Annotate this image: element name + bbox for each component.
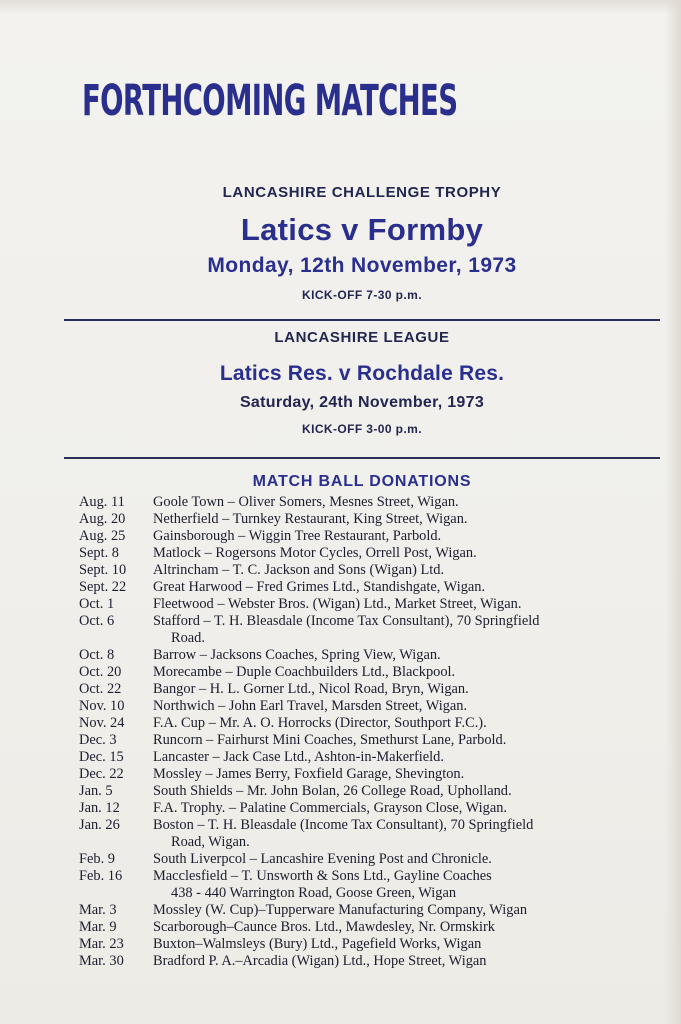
donation-date: Oct. 22 xyxy=(79,681,122,697)
donation-text xyxy=(153,902,659,919)
donation-row xyxy=(79,868,659,902)
donation-text xyxy=(153,494,659,511)
donation-text-line: Fleetwood – Webster Bros. (Wigan) Ltd., Market Street, Wigan. xyxy=(153,596,522,612)
donation-row xyxy=(79,732,659,749)
donations-list xyxy=(79,494,659,970)
donation-text xyxy=(153,936,659,953)
donation-text xyxy=(153,664,659,681)
donation-date: Feb. 9 xyxy=(79,851,115,867)
donation-text-line: Stafford – T. H. Bleasdale (Income Tax Consultant), 70 Springfield xyxy=(153,613,540,629)
donation-row xyxy=(79,800,659,817)
donation-text-line: Altrincham – T. C. Jackson and Sons (Wigan) Ltd. xyxy=(153,562,445,578)
donation-text-line: F.A. Cup – Mr. A. O. Horrocks (Director, Southport F.C.). xyxy=(153,715,487,731)
donation-date: Mar. 3 xyxy=(79,902,117,918)
donation-date: Sept. 22 xyxy=(79,579,127,595)
donation-date: Feb. 16 xyxy=(79,868,123,884)
donation-date: Dec. 3 xyxy=(79,732,117,748)
donation-text-line: Macclesfield – T. Unsworth & Sons Ltd., Gayline Coaches xyxy=(153,868,492,884)
donation-text-line: South Liverpcol – Lancashire Evening Post and Chronicle. xyxy=(153,851,492,867)
donation-row xyxy=(79,953,659,970)
donation-text-line: Gainsborough – Wiggin Tree Restaurant, Parbold. xyxy=(153,528,442,544)
donation-date: Oct. 20 xyxy=(79,664,122,680)
donation-text xyxy=(153,817,659,851)
fixture-competition: LANCASHIRE CHALLENGE TROPHY xyxy=(222,184,502,201)
page-heading: FORTHCOMING MATCHES xyxy=(82,76,458,126)
donation-date: Jan. 26 xyxy=(79,817,120,833)
donation-text xyxy=(153,766,659,783)
donation-text xyxy=(153,732,659,749)
donation-date: Sept. 10 xyxy=(79,562,127,578)
donation-date: Sept. 8 xyxy=(79,545,119,561)
fixture-date: Saturday, 24th November, 1973 xyxy=(239,394,485,411)
donation-date: Nov. 10 xyxy=(79,698,125,714)
donation-text-line: Bradford P. A.–Arcadia (Wigan) Ltd., Hope Street, Wigan xyxy=(153,953,487,969)
donation-text-line: Northwich – John Earl Travel, Marsden Street, Wigan. xyxy=(153,698,468,714)
donation-row xyxy=(79,766,659,783)
donation-text xyxy=(153,919,659,936)
donation-date: Jan. 12 xyxy=(79,800,120,816)
donation-row xyxy=(79,494,659,511)
fixture-kickoff: KICK-OFF 7-30 p.m. xyxy=(302,288,422,302)
donations-title: MATCH BALL DONATIONS xyxy=(252,473,472,490)
donation-text-line: Goole Town – Oliver Somers, Mesnes Street, Wigan. xyxy=(153,494,459,510)
donation-text xyxy=(153,596,659,613)
donation-text-line: Netherfield – Turnkey Restaurant, King Street, Wigan. xyxy=(153,511,468,527)
donation-row xyxy=(79,579,659,596)
donation-row xyxy=(79,936,659,953)
donation-date: Nov. 24 xyxy=(79,715,125,731)
donation-row xyxy=(79,647,659,664)
donation-row xyxy=(79,919,659,936)
donation-text xyxy=(153,545,659,562)
donation-date: Oct. 6 xyxy=(79,613,115,629)
donation-row xyxy=(79,783,659,800)
donation-text-continuation: Road, Wigan. xyxy=(171,834,250,850)
donation-text xyxy=(153,851,659,868)
donation-text xyxy=(153,528,659,545)
donation-row xyxy=(79,817,659,851)
donation-row xyxy=(79,511,659,528)
donation-date: Jan. 5 xyxy=(79,783,113,799)
donation-row xyxy=(79,681,659,698)
donation-text-line: Buxton–Walmsleys (Bury) Ltd., Pagefield Works, Wigan xyxy=(153,936,482,952)
donation-text xyxy=(153,953,659,970)
donation-text-line: Boston – T. H. Bleasdale (Income Tax Consultant), 70 Springfield xyxy=(153,817,534,833)
donation-row xyxy=(79,613,659,647)
donation-text-continuation: 438 - 440 Warrington Road, Goose Green, Wigan xyxy=(171,885,457,901)
donation-date: Dec. 15 xyxy=(79,749,124,765)
donation-date: Oct. 1 xyxy=(79,596,115,612)
donation-row xyxy=(79,562,659,579)
donation-text xyxy=(153,715,659,732)
donation-text xyxy=(153,562,659,579)
donation-text xyxy=(153,783,659,800)
donation-text xyxy=(153,800,659,817)
donation-text-line: Mossley – James Berry, Foxfield Garage, Shevington. xyxy=(153,766,465,782)
donation-text xyxy=(153,579,659,596)
donation-text-line: F.A. Trophy. – Palatine Commercials, Grayson Close, Wigan. xyxy=(153,800,508,816)
donation-text-line: Great Harwood – Fred Grimes Ltd., Standishgate, Wigan. xyxy=(153,579,486,595)
fixture-teams: Latics Res. v Rochdale Res. xyxy=(219,362,505,385)
donation-row xyxy=(79,596,659,613)
donation-text-line: Scarborough–Caunce Bros. Ltd., Mawdesley, Nr. Ormskirk xyxy=(153,919,495,935)
donation-date: Mar. 9 xyxy=(79,919,117,935)
donation-text-line: Lancaster – Jack Case Ltd., Ashton-in-Makerfield. xyxy=(153,749,444,765)
donation-text-line: Mossley (W. Cup)–Tupperware Manufacturing Company, Wigan xyxy=(153,902,528,918)
donation-text xyxy=(153,511,659,528)
donation-text xyxy=(153,681,659,698)
donation-row xyxy=(79,749,659,766)
donation-row xyxy=(79,664,659,681)
donation-text-line: Barrow – Jacksons Coaches, Spring View, Wigan. xyxy=(153,647,441,663)
donation-text xyxy=(153,868,659,902)
donation-text xyxy=(153,698,659,715)
fixture-league xyxy=(64,328,660,438)
page-edge-shadow xyxy=(0,0,681,14)
divider-line xyxy=(64,319,660,321)
donation-date: Aug. 20 xyxy=(79,511,126,527)
donation-date: Mar. 30 xyxy=(79,953,124,969)
fixture-kickoff: KICK-OFF 3-00 p.m. xyxy=(302,422,422,436)
donation-text xyxy=(153,749,659,766)
donation-row xyxy=(79,851,659,868)
donation-row xyxy=(79,902,659,919)
donation-text-line: South Shields – Mr. John Bolan, 26 College Road, Upholland. xyxy=(153,783,512,799)
fixture-competition: LANCASHIRE LEAGUE xyxy=(274,329,450,346)
donation-text-line: Morecambe – Duple Coachbuilders Ltd., Blackpool. xyxy=(153,664,456,680)
fixture-teams: Latics v Formby xyxy=(240,212,484,247)
donation-date: Aug. 25 xyxy=(79,528,126,544)
fixture-cup xyxy=(64,183,660,304)
fixture-date: Monday, 12th November, 1973 xyxy=(207,254,517,277)
donation-text xyxy=(153,613,659,647)
donation-text-line: Runcorn – Fairhurst Mini Coaches, Smethurst Lane, Parbold. xyxy=(153,732,507,748)
donation-row xyxy=(79,698,659,715)
divider-line xyxy=(64,457,660,459)
donation-text-continuation: Road. xyxy=(171,630,205,646)
donation-row xyxy=(79,528,659,545)
page-edge-shadow-right xyxy=(665,0,681,1024)
donation-text-line: Bangor – H. L. Gorner Ltd., Nicol Road, Bryn, Wigan. xyxy=(153,681,469,697)
donation-date: Mar. 23 xyxy=(79,936,124,952)
donation-date: Oct. 8 xyxy=(79,647,115,663)
donation-date: Dec. 22 xyxy=(79,766,124,782)
donation-row xyxy=(79,545,659,562)
donation-row xyxy=(79,715,659,732)
donation-text-line: Matlock – Rogersons Motor Cycles, Orrell Post, Wigan. xyxy=(153,545,477,561)
donation-text xyxy=(153,647,659,664)
donation-date: Aug. 11 xyxy=(79,494,125,510)
